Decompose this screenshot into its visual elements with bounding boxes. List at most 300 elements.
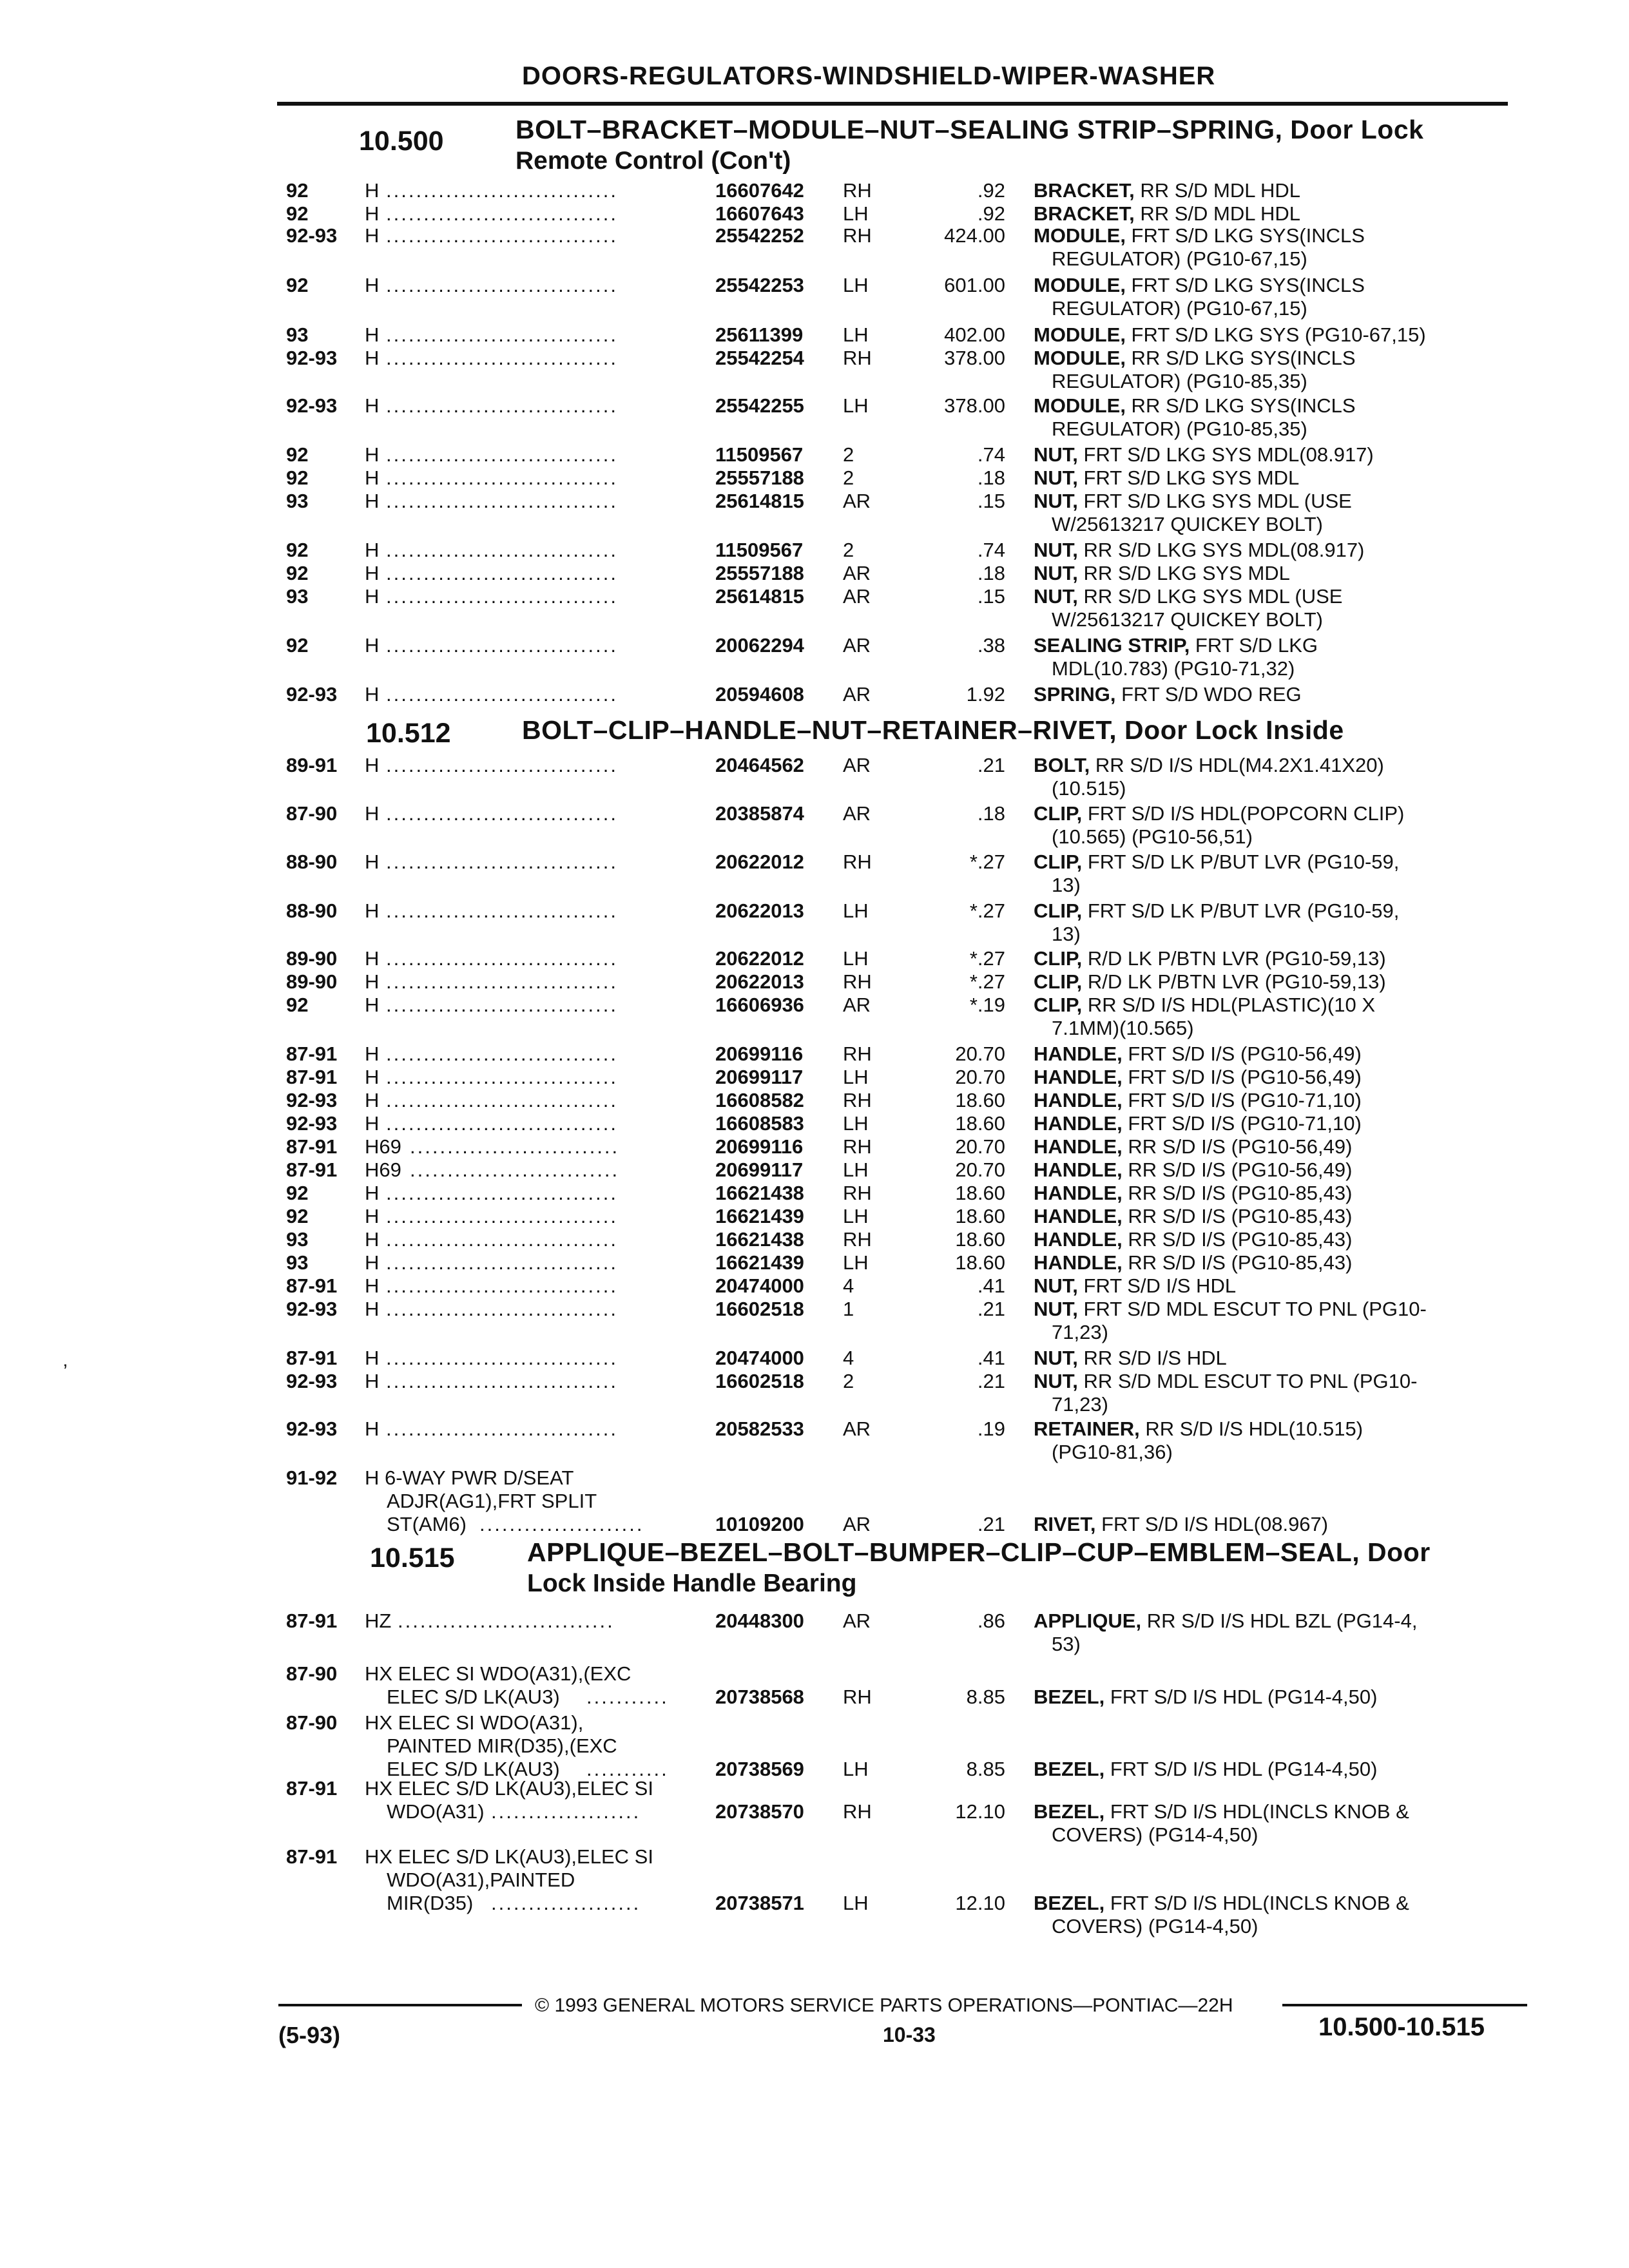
- part-description: RR S/D MDL HDL: [1134, 179, 1300, 202]
- part-name: HANDLE,: [1034, 1089, 1123, 1111]
- part-description: RR S/D I/S (PG10-56,49): [1122, 1135, 1353, 1158]
- leader-dots: ...............................: [386, 1347, 618, 1369]
- row-model: H: [365, 202, 380, 225]
- leader-dots: ............................: [410, 1135, 620, 1158]
- row-year: 92: [286, 634, 309, 657]
- part-description: RR S/D I/S HDL BZL (PG14-4,: [1141, 1610, 1418, 1632]
- description: [1034, 1892, 1409, 1915]
- row-year: 92: [286, 562, 309, 584]
- quantity: RH: [843, 970, 872, 993]
- leader-dots: .............................: [398, 1610, 615, 1632]
- description: [1034, 585, 1342, 608]
- row-model: H: [365, 994, 380, 1016]
- footer-rule-right: [1282, 2004, 1527, 2006]
- part-description: RR S/D LKG SYS MDL(08.917): [1077, 539, 1365, 561]
- leader-dots: ...............................: [386, 1228, 618, 1251]
- part-name: MODULE,: [1034, 224, 1126, 247]
- part-description: FRT S/D I/S (PG10-71,10): [1122, 1112, 1362, 1135]
- price: .41: [977, 1347, 1005, 1369]
- section-title: BOLT–BRACKET–MODULE–NUT–SEALING STRIP–SPRING, Door Lock: [516, 115, 1424, 144]
- row-year: 92: [286, 539, 309, 561]
- description-cont: MDL(10.783) (PG10-71,32): [1052, 657, 1295, 680]
- row-year: 93: [286, 490, 309, 512]
- part-description: RR S/D LKG SYS MDL (USE: [1077, 585, 1343, 608]
- part-number: 25557188: [715, 466, 804, 489]
- part-name: MODULE,: [1034, 274, 1126, 296]
- part-description: FRT S/D LKG: [1190, 634, 1318, 657]
- description: [1034, 347, 1356, 370]
- row-year: 87-91: [286, 1043, 338, 1065]
- row-model: H69: [365, 1135, 401, 1158]
- quantity: LH: [843, 1158, 869, 1181]
- part-number: 16621439: [715, 1251, 804, 1274]
- leader-dots: ...............................: [386, 1205, 618, 1227]
- leader-dots: ...............................: [386, 562, 618, 584]
- row-model-cont: MIR(D35): [387, 1892, 474, 1914]
- row-year: 92: [286, 1182, 309, 1204]
- leader-dots: ...............................: [386, 274, 618, 296]
- part-number: 20622012: [715, 947, 804, 970]
- quantity: AR: [843, 754, 871, 776]
- row-year: 93: [286, 323, 309, 346]
- quantity: RH: [843, 224, 872, 247]
- description-cont: REGULATOR) (PG10-67,15): [1052, 247, 1307, 270]
- price: .38: [977, 634, 1005, 657]
- quantity: RH: [843, 1228, 872, 1251]
- part-name: HANDLE,: [1034, 1251, 1123, 1274]
- leader-dots: ...............................: [386, 1182, 618, 1204]
- row-model: H: [365, 850, 380, 873]
- leader-dots: ...............................: [386, 634, 618, 657]
- row-year: 87-91: [286, 1274, 338, 1297]
- part-name: RIVET,: [1034, 1513, 1096, 1535]
- leader-dots: ...............................: [386, 347, 618, 369]
- row-model: H: [365, 323, 380, 346]
- price: *.27: [969, 850, 1005, 873]
- part-name: CLIP,: [1034, 899, 1083, 922]
- price: .21: [977, 754, 1005, 776]
- part-number: 20582533: [715, 1418, 804, 1440]
- row-year: 87-90: [286, 802, 338, 825]
- part-number: 25611399: [715, 323, 804, 346]
- part-description: FRT S/D I/S (PG10-56,49): [1122, 1066, 1362, 1088]
- row-model: H: [365, 970, 380, 993]
- row-year: 92-93: [286, 224, 338, 247]
- description: [1034, 970, 1386, 994]
- quantity: LH: [843, 1251, 869, 1274]
- quantity: 4: [843, 1274, 854, 1297]
- part-name: RETAINER,: [1034, 1418, 1140, 1440]
- part-number: 20385874: [715, 802, 804, 825]
- quantity: 1: [843, 1298, 854, 1320]
- description: [1034, 539, 1364, 562]
- part-name: SEALING STRIP,: [1034, 634, 1190, 657]
- part-description: RR S/D I/S (PG10-56,49): [1122, 1158, 1353, 1181]
- header-rule: [277, 102, 1508, 106]
- quantity: 2: [843, 466, 854, 489]
- quantity: AR: [843, 1610, 871, 1632]
- part-number: 20594608: [715, 683, 804, 706]
- part-name: SPRING,: [1034, 683, 1116, 706]
- leader-dots: ...............................: [386, 1298, 618, 1320]
- description: [1034, 1043, 1362, 1066]
- description: [1034, 394, 1356, 418]
- description: [1034, 683, 1302, 706]
- row-model: H: [365, 947, 380, 970]
- part-name: HANDLE,: [1034, 1112, 1123, 1135]
- description-cont: 71,23): [1052, 1393, 1108, 1416]
- stray-mark: ’: [63, 1361, 68, 1382]
- part-description: FRT S/D MDL ESCUT TO PNL (PG10-: [1077, 1298, 1427, 1320]
- row-model: H: [365, 1043, 380, 1065]
- part-number: 20062294: [715, 634, 804, 657]
- price: .19: [977, 1418, 1005, 1440]
- leader-dots: ...............................: [386, 1370, 618, 1392]
- row-model: H: [365, 1370, 380, 1392]
- leader-dots: ......................: [479, 1513, 644, 1535]
- leader-dots: ...............................: [386, 585, 618, 608]
- leader-dots: ...............................: [386, 539, 618, 561]
- part-name: NUT,: [1034, 585, 1078, 608]
- description: [1034, 1347, 1227, 1370]
- price: .74: [977, 539, 1005, 561]
- row-year: 93: [286, 585, 309, 608]
- row-year: 92: [286, 274, 309, 296]
- part-description: RR S/D I/S HDL(M4.2X1.41X20): [1090, 754, 1384, 776]
- price: .86: [977, 1610, 1005, 1632]
- part-number: 20699116: [715, 1043, 804, 1065]
- part-name: NUT,: [1034, 466, 1078, 489]
- description-cont: COVERS) (PG14-4,50): [1052, 1823, 1258, 1846]
- price: 20.70: [955, 1135, 1005, 1158]
- description-cont: W/25613217 QUICKEY BOLT): [1052, 608, 1323, 631]
- leader-dots: ...............................: [386, 394, 618, 417]
- price: .21: [977, 1298, 1005, 1320]
- quantity: RH: [843, 1135, 872, 1158]
- part-number: 25542253: [715, 274, 804, 296]
- row-year: 92-93: [286, 347, 338, 369]
- part-number: 20738568: [715, 1686, 804, 1708]
- part-number: 25614815: [715, 585, 804, 608]
- leader-dots: ...........: [586, 1686, 669, 1708]
- row-model: H: [365, 634, 380, 657]
- leader-dots: ...............................: [386, 323, 618, 346]
- section-title: APPLIQUE–BEZEL–BOLT–BUMPER–CLIP–CUP–EMBLEM–SEAL, Door: [527, 1537, 1431, 1567]
- quantity: RH: [843, 1686, 872, 1708]
- row-year: 92: [286, 202, 309, 225]
- leader-dots: ...............................: [386, 224, 618, 247]
- part-number: 16602518: [715, 1370, 804, 1392]
- description-cont: 53): [1052, 1633, 1081, 1655]
- row-model: H: [365, 683, 380, 706]
- part-description: RR S/D I/S HDL: [1077, 1347, 1227, 1369]
- part-description: RR S/D MDL ESCUT TO PNL (PG10-: [1077, 1370, 1418, 1392]
- quantity: LH: [843, 394, 869, 417]
- part-name: HANDLE,: [1034, 1066, 1123, 1088]
- row-year: 92: [286, 443, 309, 466]
- leader-dots: ...............................: [386, 1274, 618, 1297]
- description: [1034, 994, 1375, 1017]
- part-name: NUT,: [1034, 562, 1078, 584]
- description-cont: REGULATOR) (PG10-85,35): [1052, 418, 1307, 440]
- price: 20.70: [955, 1066, 1005, 1088]
- part-description: FRT S/D LKG SYS(INCLS: [1125, 274, 1365, 296]
- price: *.19: [969, 994, 1005, 1016]
- part-number: 11509567: [715, 539, 804, 561]
- description: [1034, 802, 1404, 825]
- part-number: 20699116: [715, 1135, 804, 1158]
- description: [1034, 1182, 1352, 1205]
- part-description: RR S/D LKG SYS(INCLS: [1125, 347, 1356, 369]
- part-name: MODULE,: [1034, 394, 1126, 417]
- description: [1034, 1686, 1377, 1709]
- quantity: LH: [843, 274, 869, 296]
- description: [1034, 202, 1300, 226]
- quantity: 4: [843, 1347, 854, 1369]
- row-model-cont: WDO(A31): [387, 1800, 485, 1823]
- part-description: FRT S/D LK P/BUT LVR (PG10-59,: [1082, 899, 1400, 922]
- row-model: H: [365, 466, 380, 489]
- row-year: 92-93: [286, 1370, 338, 1392]
- part-description: RR S/D LKG SYS(INCLS: [1125, 394, 1356, 417]
- quantity: AR: [843, 1418, 871, 1440]
- row-year: 87-91: [286, 1135, 338, 1158]
- quantity: RH: [843, 1182, 872, 1204]
- quantity: RH: [843, 179, 872, 202]
- row-model: H: [365, 1066, 380, 1088]
- price: 18.60: [955, 1205, 1005, 1227]
- row-year: 87-90: [286, 1711, 338, 1734]
- part-description: FRT S/D I/S HDL (PG14-4,50): [1104, 1686, 1378, 1708]
- leader-dots: ...............................: [386, 1089, 618, 1111]
- description: [1034, 1513, 1328, 1536]
- part-description: RR S/D I/S HDL(10.515): [1139, 1418, 1364, 1440]
- part-number: 20448300: [715, 1610, 804, 1632]
- description: [1034, 947, 1386, 970]
- leader-dots: ...........: [586, 1758, 669, 1780]
- price: 601.00: [944, 274, 1005, 296]
- description: [1034, 1228, 1352, 1251]
- description-cont: (10.515): [1052, 777, 1126, 800]
- row-year: 87-91: [286, 1158, 338, 1181]
- part-name: MODULE,: [1034, 323, 1126, 346]
- row-year: 93: [286, 1228, 309, 1251]
- price: 18.60: [955, 1089, 1005, 1111]
- row-year: 92: [286, 994, 309, 1016]
- leader-dots: ...............................: [386, 179, 618, 202]
- description: [1034, 179, 1300, 202]
- price: 20.70: [955, 1043, 1005, 1065]
- row-model: HX ELEC SI WDO(A31),(EXC: [365, 1662, 631, 1685]
- leader-dots: ...............................: [386, 994, 618, 1016]
- part-number: 20738570: [715, 1800, 804, 1823]
- part-number: 16607643: [715, 202, 804, 225]
- price: 18.60: [955, 1251, 1005, 1274]
- row-model-cont: ADJR(AG1),FRT SPLIT: [387, 1490, 597, 1512]
- part-name: BRACKET,: [1034, 202, 1135, 225]
- row-model: H: [365, 490, 380, 512]
- price: 20.70: [955, 1158, 1005, 1181]
- part-number: 16608583: [715, 1112, 804, 1135]
- part-number: 25557188: [715, 562, 804, 584]
- leader-dots: ...............................: [386, 683, 618, 706]
- quantity: LH: [843, 202, 869, 225]
- part-name: HANDLE,: [1034, 1158, 1123, 1181]
- description: [1034, 562, 1290, 585]
- price: *.27: [969, 970, 1005, 993]
- quantity: RH: [843, 850, 872, 873]
- row-year: 92: [286, 1205, 309, 1227]
- row-year: 92-93: [286, 394, 338, 417]
- leader-dots: ...............................: [386, 490, 618, 512]
- quantity: AR: [843, 683, 871, 706]
- part-number: 16607642: [715, 179, 804, 202]
- part-description: FRT S/D LKG SYS MDL: [1077, 466, 1300, 489]
- description-cont: 7.1MM)(10.565): [1052, 1017, 1194, 1039]
- row-year: 88-90: [286, 850, 338, 873]
- part-description: RR S/D I/S HDL(PLASTIC)(10 X: [1082, 994, 1376, 1016]
- row-year: 87-91: [286, 1610, 338, 1632]
- description: [1034, 224, 1365, 247]
- description: [1034, 1758, 1377, 1781]
- price: 18.60: [955, 1112, 1005, 1135]
- price: .18: [977, 466, 1005, 489]
- description: [1034, 1274, 1236, 1298]
- part-name: BRACKET,: [1034, 179, 1135, 202]
- part-number: 20738569: [715, 1758, 804, 1780]
- description: [1034, 1066, 1362, 1089]
- leader-dots: ...............................: [386, 443, 618, 466]
- description-cont: 71,23): [1052, 1321, 1108, 1343]
- part-number: 20699117: [715, 1158, 804, 1181]
- description: [1034, 1251, 1352, 1274]
- row-model: HZ: [365, 1610, 392, 1632]
- part-number: 20699117: [715, 1066, 804, 1088]
- price: .74: [977, 443, 1005, 466]
- price: *.27: [969, 899, 1005, 922]
- description: [1034, 1135, 1352, 1158]
- footer-copyright: © 1993 GENERAL MOTORS SERVICE PARTS OPERATIONS—PONTIAC—22H: [535, 1995, 1233, 2016]
- price: 1.92: [966, 683, 1005, 706]
- description-cont: 13): [1052, 874, 1081, 896]
- part-description: RR S/D I/S (PG10-85,43): [1122, 1251, 1353, 1274]
- part-description: FRT S/D WDO REG: [1115, 683, 1302, 706]
- leader-dots: ...............................: [386, 1066, 618, 1088]
- price: 12.10: [955, 1800, 1005, 1823]
- row-year: 92-93: [286, 1089, 338, 1111]
- part-name: HANDLE,: [1034, 1135, 1123, 1158]
- row-model-cont: ELEC S/D LK(AU3): [387, 1758, 560, 1780]
- row-model: H: [365, 1089, 380, 1111]
- part-name: NUT,: [1034, 490, 1078, 512]
- row-model: HX ELEC S/D LK(AU3),ELEC SI: [365, 1845, 653, 1868]
- row-year: 87-91: [286, 1066, 338, 1088]
- part-name: CLIP,: [1034, 994, 1083, 1016]
- quantity: RH: [843, 1800, 872, 1823]
- row-model-cont: PAINTED MIR(D35),(EXC: [387, 1735, 617, 1757]
- part-number: 20622012: [715, 850, 804, 873]
- part-number: 10109200: [715, 1513, 804, 1535]
- leader-dots: ...............................: [386, 1112, 618, 1135]
- price: .18: [977, 802, 1005, 825]
- price: .21: [977, 1513, 1005, 1535]
- price: 424.00: [944, 224, 1005, 247]
- part-description: FRT S/D I/S HDL(INCLS KNOB &: [1104, 1892, 1409, 1914]
- price: .15: [977, 490, 1005, 512]
- leader-dots: ...............................: [386, 850, 618, 873]
- part-description: FRT S/D LKG SYS (PG10-67,15): [1125, 323, 1426, 346]
- row-model: H: [365, 1182, 380, 1204]
- section-subtitle: Lock Inside Handle Bearing: [527, 1570, 857, 1597]
- part-number: 16606936: [715, 994, 804, 1016]
- section-number: 10.500: [359, 126, 444, 157]
- part-description: FRT S/D I/S HDL(INCLS KNOB &: [1104, 1800, 1409, 1823]
- description: [1034, 850, 1399, 874]
- footer-rule-left: [278, 2004, 522, 2006]
- row-year: 93: [286, 1251, 309, 1274]
- part-description: FRT S/D I/S HDL: [1077, 1274, 1237, 1297]
- part-number: 16608582: [715, 1089, 804, 1111]
- description-cont: W/25613217 QUICKEY BOLT): [1052, 513, 1323, 535]
- row-model: H: [365, 443, 380, 466]
- row-year: 87-91: [286, 1845, 338, 1868]
- quantity: 2: [843, 539, 854, 561]
- price: 402.00: [944, 323, 1005, 346]
- description: [1034, 1610, 1417, 1633]
- part-name: CLIP,: [1034, 947, 1083, 970]
- part-number: 20464562: [715, 754, 804, 776]
- part-number: 16602518: [715, 1298, 804, 1320]
- row-model: HX ELEC SI WDO(A31),: [365, 1711, 584, 1734]
- quantity: LH: [843, 1205, 869, 1227]
- leader-dots: ...............................: [386, 1043, 618, 1065]
- part-name: HANDLE,: [1034, 1182, 1123, 1204]
- row-model: H: [365, 1251, 380, 1274]
- price: 18.60: [955, 1228, 1005, 1251]
- part-number: 25614815: [715, 490, 804, 512]
- part-description: FRT S/D LKG SYS MDL (USE: [1077, 490, 1352, 512]
- section-number: 10.515: [370, 1542, 455, 1573]
- section-number: 10.512: [366, 718, 451, 749]
- description: [1034, 490, 1352, 513]
- part-name: NUT,: [1034, 1298, 1078, 1320]
- description-cont: (10.565) (PG10-56,51): [1052, 825, 1253, 848]
- row-year: 87-91: [286, 1777, 338, 1800]
- leader-dots: ...............................: [386, 466, 618, 489]
- part-name: HANDLE,: [1034, 1205, 1123, 1227]
- part-description: RR S/D LKG SYS MDL: [1077, 562, 1290, 584]
- row-model: H: [365, 1274, 380, 1297]
- section-subtitle: Remote Control (Con't): [516, 147, 791, 175]
- footer-page-number: 10-33: [883, 2023, 936, 2046]
- leader-dots: ...............................: [386, 1251, 618, 1274]
- quantity: AR: [843, 1513, 871, 1535]
- row-model: H69: [365, 1158, 401, 1181]
- part-description: R/D LK P/BTN LVR (PG10-59,13): [1082, 970, 1386, 993]
- description: [1034, 1205, 1352, 1228]
- description-cont: REGULATOR) (PG10-67,15): [1052, 297, 1307, 320]
- row-model: H: [365, 179, 380, 202]
- part-name: BEZEL,: [1034, 1758, 1105, 1780]
- description: [1034, 1158, 1352, 1182]
- row-model: H: [365, 1418, 380, 1440]
- row-model: H: [365, 539, 380, 561]
- quantity: 2: [843, 1370, 854, 1392]
- part-name: HANDLE,: [1034, 1228, 1123, 1251]
- page-header: DOORS-REGULATORS-WINDSHIELD-WIPER-WASHER: [522, 62, 1216, 90]
- description: [1034, 1418, 1363, 1441]
- quantity: AR: [843, 562, 871, 584]
